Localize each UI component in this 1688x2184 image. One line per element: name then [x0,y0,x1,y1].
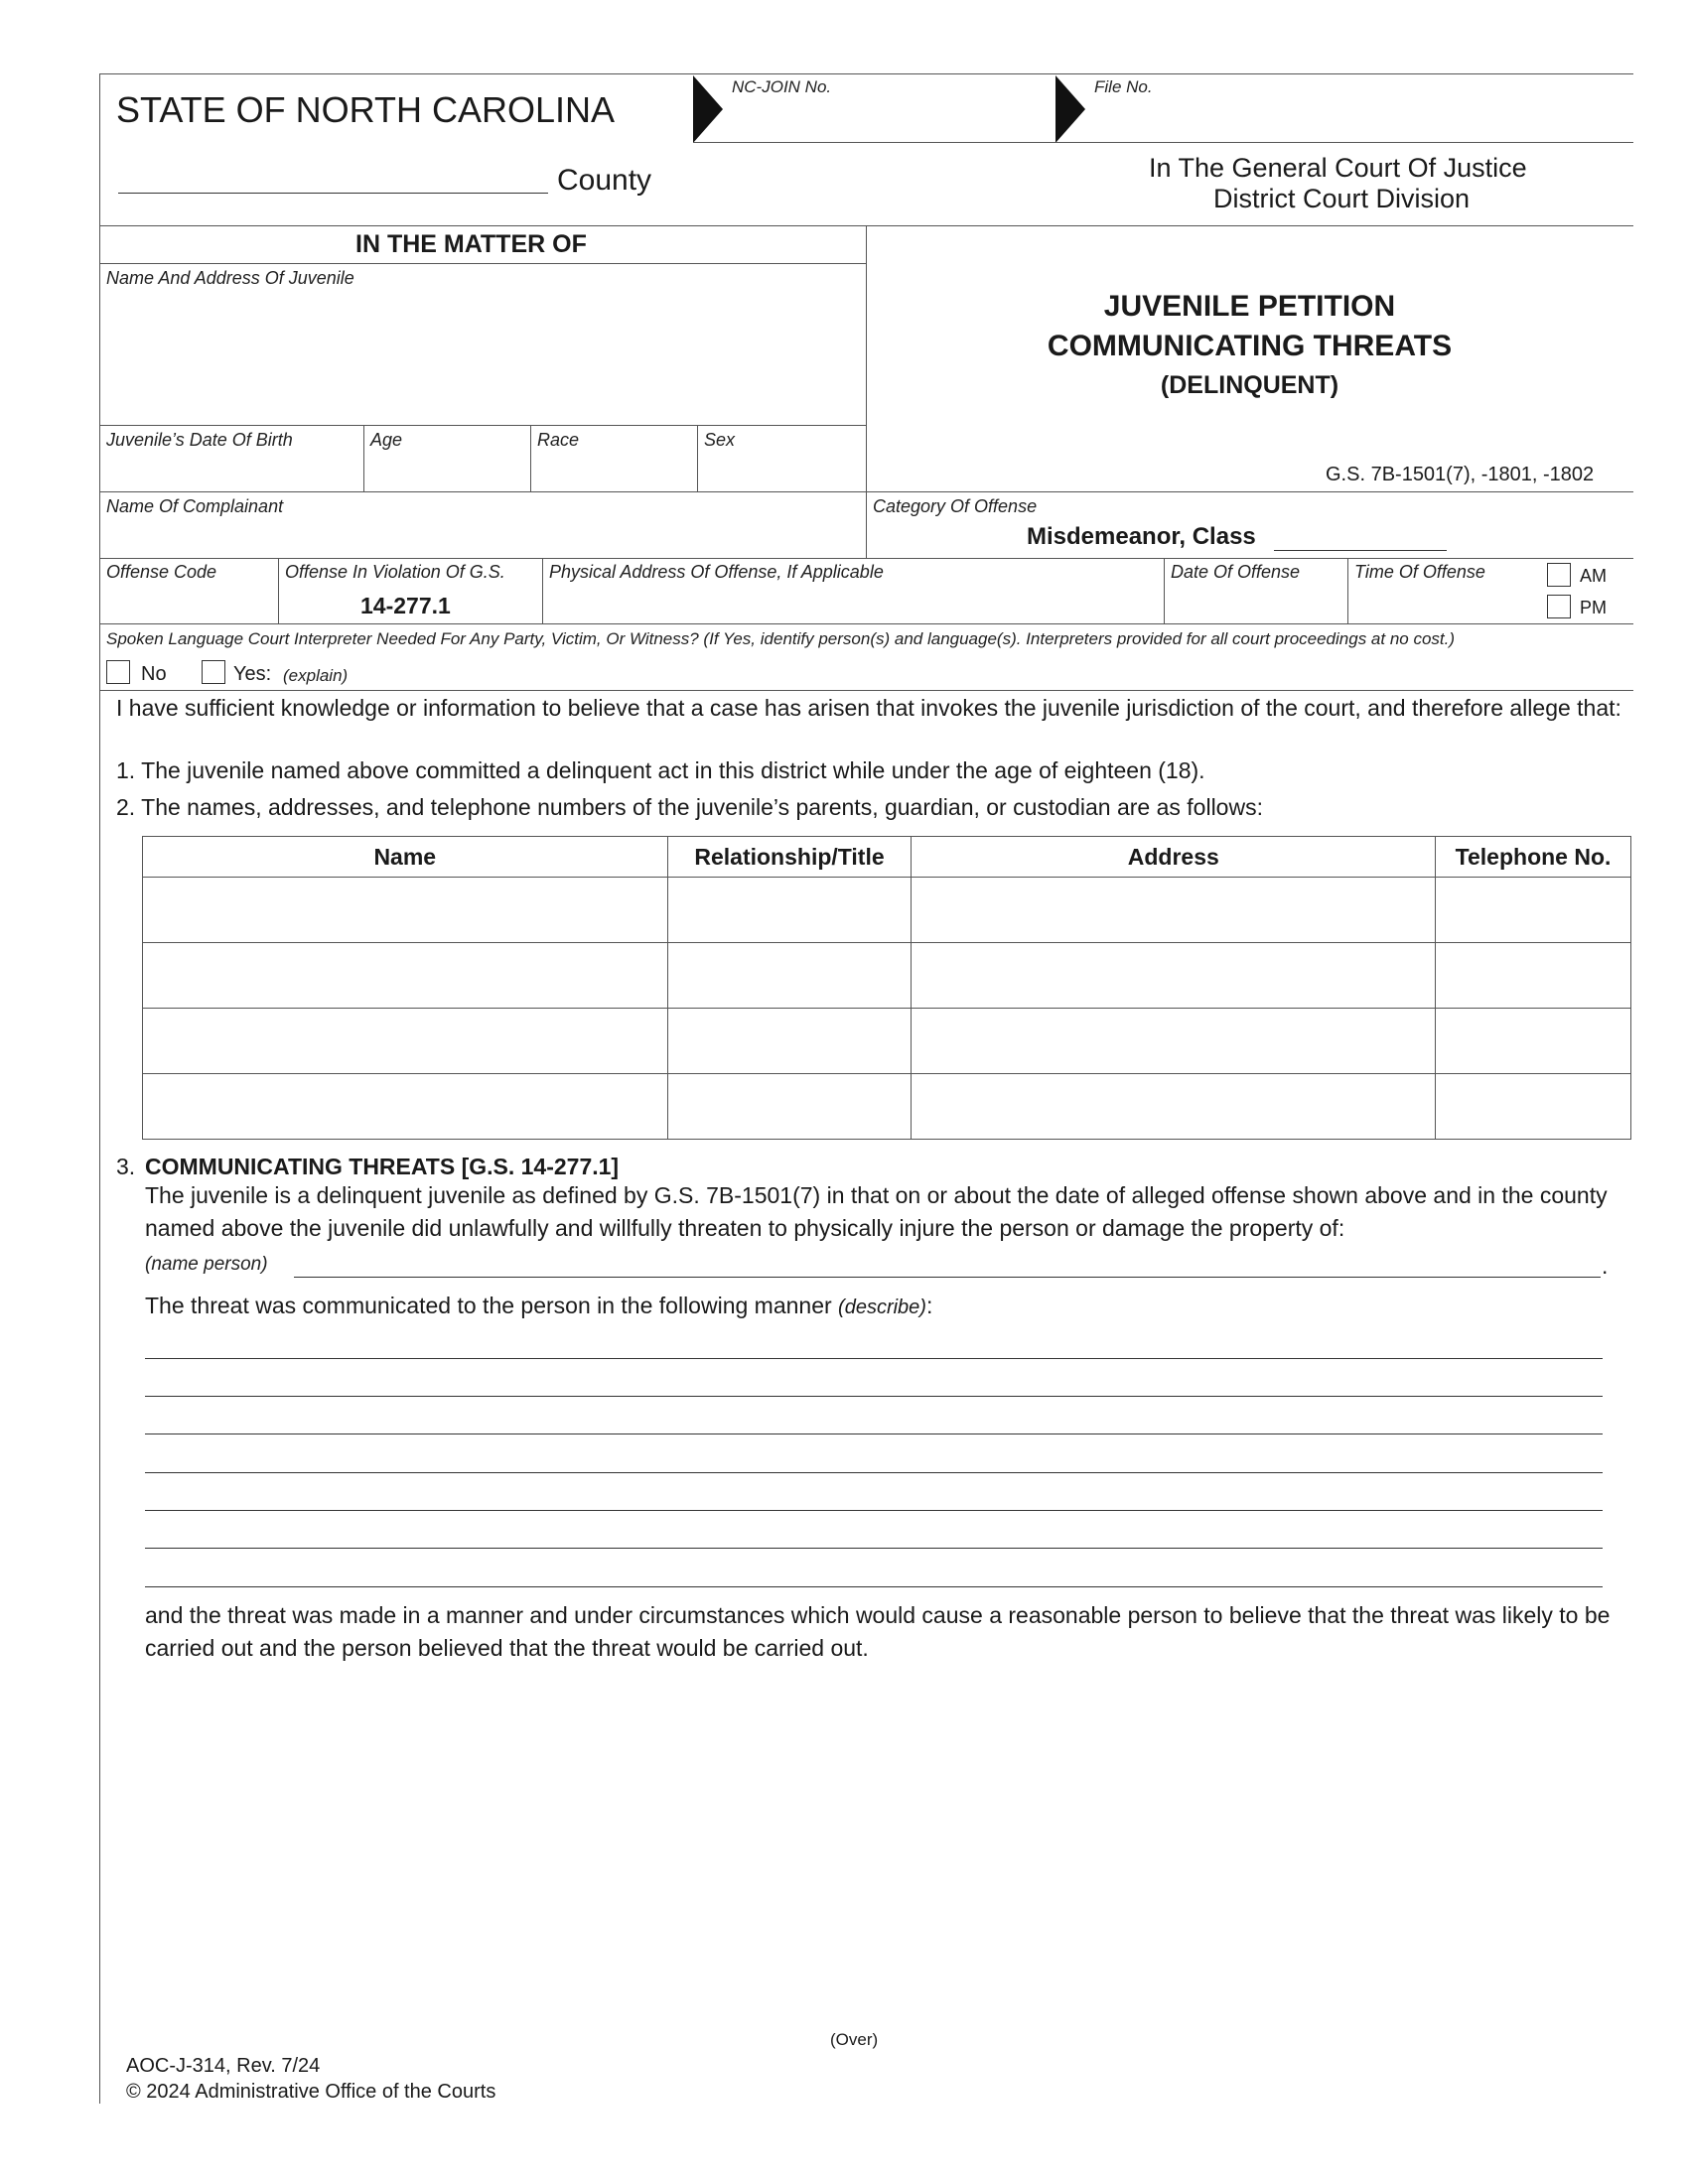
telephone-cell[interactable] [1436,878,1631,943]
col-telephone-header: Telephone No. [1436,837,1631,878]
header-divider [693,142,1633,143]
dob-age-divider [363,425,364,491]
item3-number: 3. [116,1154,136,1179]
relationship-cell[interactable] [667,878,912,943]
interpreter-no-label: No [141,663,167,685]
offense-row-top [99,558,1633,559]
pm-checkbox[interactable] [1547,595,1571,618]
relationship-cell[interactable] [667,943,912,1009]
manner-line-3[interactable] [145,1433,1603,1434]
manner-line [145,1293,932,1319]
time-label: Time Of Offense [1354,562,1485,582]
manner-line-4[interactable] [145,1472,1603,1473]
matter-heading: IN THE MATTER OF [355,230,587,258]
court-line2: District Court Division [1213,184,1471,213]
intro-paragraph: I have sufficient knowledge or information to believe that a case has arisen that invokes the juvenile jurisdiction of the court, and therefore allege that: [116,695,1621,721]
name-person-label: (name person) [145,1254,268,1275]
name-cell[interactable] [143,878,668,943]
manner-colon: : [925,1293,933,1318]
offense-div3 [1164,558,1165,623]
col-relationship-header: Relationship/Title [667,837,912,878]
category-value: Misdemeanor, Class [1027,523,1256,550]
county-label: County [557,164,652,197]
offense-code-label: Offense Code [106,562,217,582]
court-line1: In The General Court Of Justice [1149,153,1527,183]
manner-describe: (describe) [838,1297,926,1318]
col-name-header: Name [143,837,668,878]
am-checkbox[interactable] [1547,563,1571,587]
interpreter-yes-label: Yes: [233,663,272,685]
race-label: Race [537,430,580,450]
manner-line-5[interactable] [145,1510,1603,1511]
col-address-header: Address [912,837,1436,878]
name-person-period: . [1602,1253,1609,1279]
statute-ref: G.S. 7B-1501(7), -1801, -1802 [1326,464,1595,485]
copyright: © 2024 Administrative Office of the Courts [126,2081,496,2103]
name-cell[interactable] [143,1009,668,1074]
county-input[interactable] [118,193,548,194]
file-no-label: File No. [1094,77,1153,96]
date-label: Date Of Offense [1171,562,1301,582]
file-no-arrow-icon [1055,75,1085,143]
closing-paragraph: and the threat was made in a manner and under circumstances which would cause a reasonable person to believe that the threat was likely to be carried out and the person believed that the threat would be carried out. [145,1602,1611,1661]
interpreter-yes-checkbox[interactable] [202,660,225,684]
category-label: Category Of Offense [873,496,1038,516]
table-row [143,943,1631,1009]
table-row [143,1009,1631,1074]
manner-line-1[interactable] [145,1358,1603,1359]
offense-row-bottom [99,623,1633,624]
top-border [99,73,1633,74]
complainant-label: Name Of Complainant [106,496,284,516]
race-sex-divider [697,425,698,491]
name-address-label: Name And Address Of Juvenile [106,268,354,288]
form-number: AOC-J-314, Rev. 7/24 [126,2055,321,2077]
manner-text: The threat was communicated to the person in the following manner [145,1293,832,1318]
telephone-cell[interactable] [1436,1074,1631,1140]
state-title: STATE OF NORTH CAROLINA [116,89,616,130]
pm-label: PM [1580,598,1607,617]
address-cell[interactable] [912,1009,1436,1074]
left-border [99,73,100,2104]
over-label: (Over) [830,2030,879,2049]
table-header-row [143,837,1631,878]
class-input[interactable] [1274,550,1447,551]
title-line2: COMMUNICATING THREATS [1047,330,1453,362]
dob-label: Juvenile’s Date Of Birth [106,430,293,450]
nc-join-arrow-icon [693,75,723,143]
name-address-field[interactable] [101,290,864,423]
manner-line-6[interactable] [145,1548,1603,1549]
offense-div1 [278,558,279,623]
manner-line-2[interactable] [145,1396,1603,1397]
interpreter-row-bottom [99,690,1633,691]
address-label: Physical Address Of Offense, If Applicable [549,562,884,582]
offense-div4 [1347,558,1348,623]
offense-div2 [542,558,543,623]
relationship-cell[interactable] [667,1009,912,1074]
name-person-input[interactable] [294,1277,1601,1278]
am-label: AM [1580,566,1607,586]
item2: 2. The names, addresses, and telephone numbers of the juvenile’s parents, guardian, or custodian are as follows: [116,794,1263,820]
interpreter-question: Spoken Language Court Interpreter Needed For Any Party, Victim, Or Witness? (If Yes, identify person(s) and language(s). Interpreters provided for all court proceedings at no cost.) [106,629,1456,648]
violation-label: Offense In Violation Of G.S. [285,562,505,582]
complainant-row-top [99,491,1633,492]
age-label: Age [370,430,403,450]
interpreter-no-checkbox[interactable] [106,660,130,684]
violation-value: 14-277.1 [360,593,451,618]
telephone-cell[interactable] [1436,943,1631,1009]
item3-heading: COMMUNICATING THREATS [G.S. 14-277.1] [145,1154,620,1179]
address-cell[interactable] [912,1074,1436,1140]
dob-row-top [99,425,866,426]
title-line1: JUVENILE PETITION [1103,290,1396,323]
nc-join-label: NC-JOIN No. [732,77,832,96]
matter-divider [99,263,866,264]
table-row [143,1074,1631,1140]
table-row [143,878,1631,943]
manner-line-7[interactable] [145,1586,1603,1587]
item3-text: The juvenile is a delinquent juvenile as defined by G.S. 7B-1501(7) in that on or about the date of alleged offense shown above and in the county named above the juvenile did unlawfully and willfully threaten to physically injure the person or damage the property of: [145,1182,1608,1241]
interpreter-explain-label: (explain) [283,666,349,685]
name-cell[interactable] [143,943,668,1009]
name-cell[interactable] [143,1074,668,1140]
age-race-divider [530,425,531,491]
parents-table [142,836,1631,1140]
address-cell[interactable] [912,943,1436,1009]
address-cell[interactable] [912,878,1436,943]
telephone-cell[interactable] [1436,1009,1631,1074]
sex-label: Sex [704,430,736,450]
title-line3: (DELINQUENT) [1160,371,1339,399]
relationship-cell[interactable] [667,1074,912,1140]
item1: 1. The juvenile named above committed a delinquent act in this district while under the age of eighteen (18). [116,757,1205,783]
